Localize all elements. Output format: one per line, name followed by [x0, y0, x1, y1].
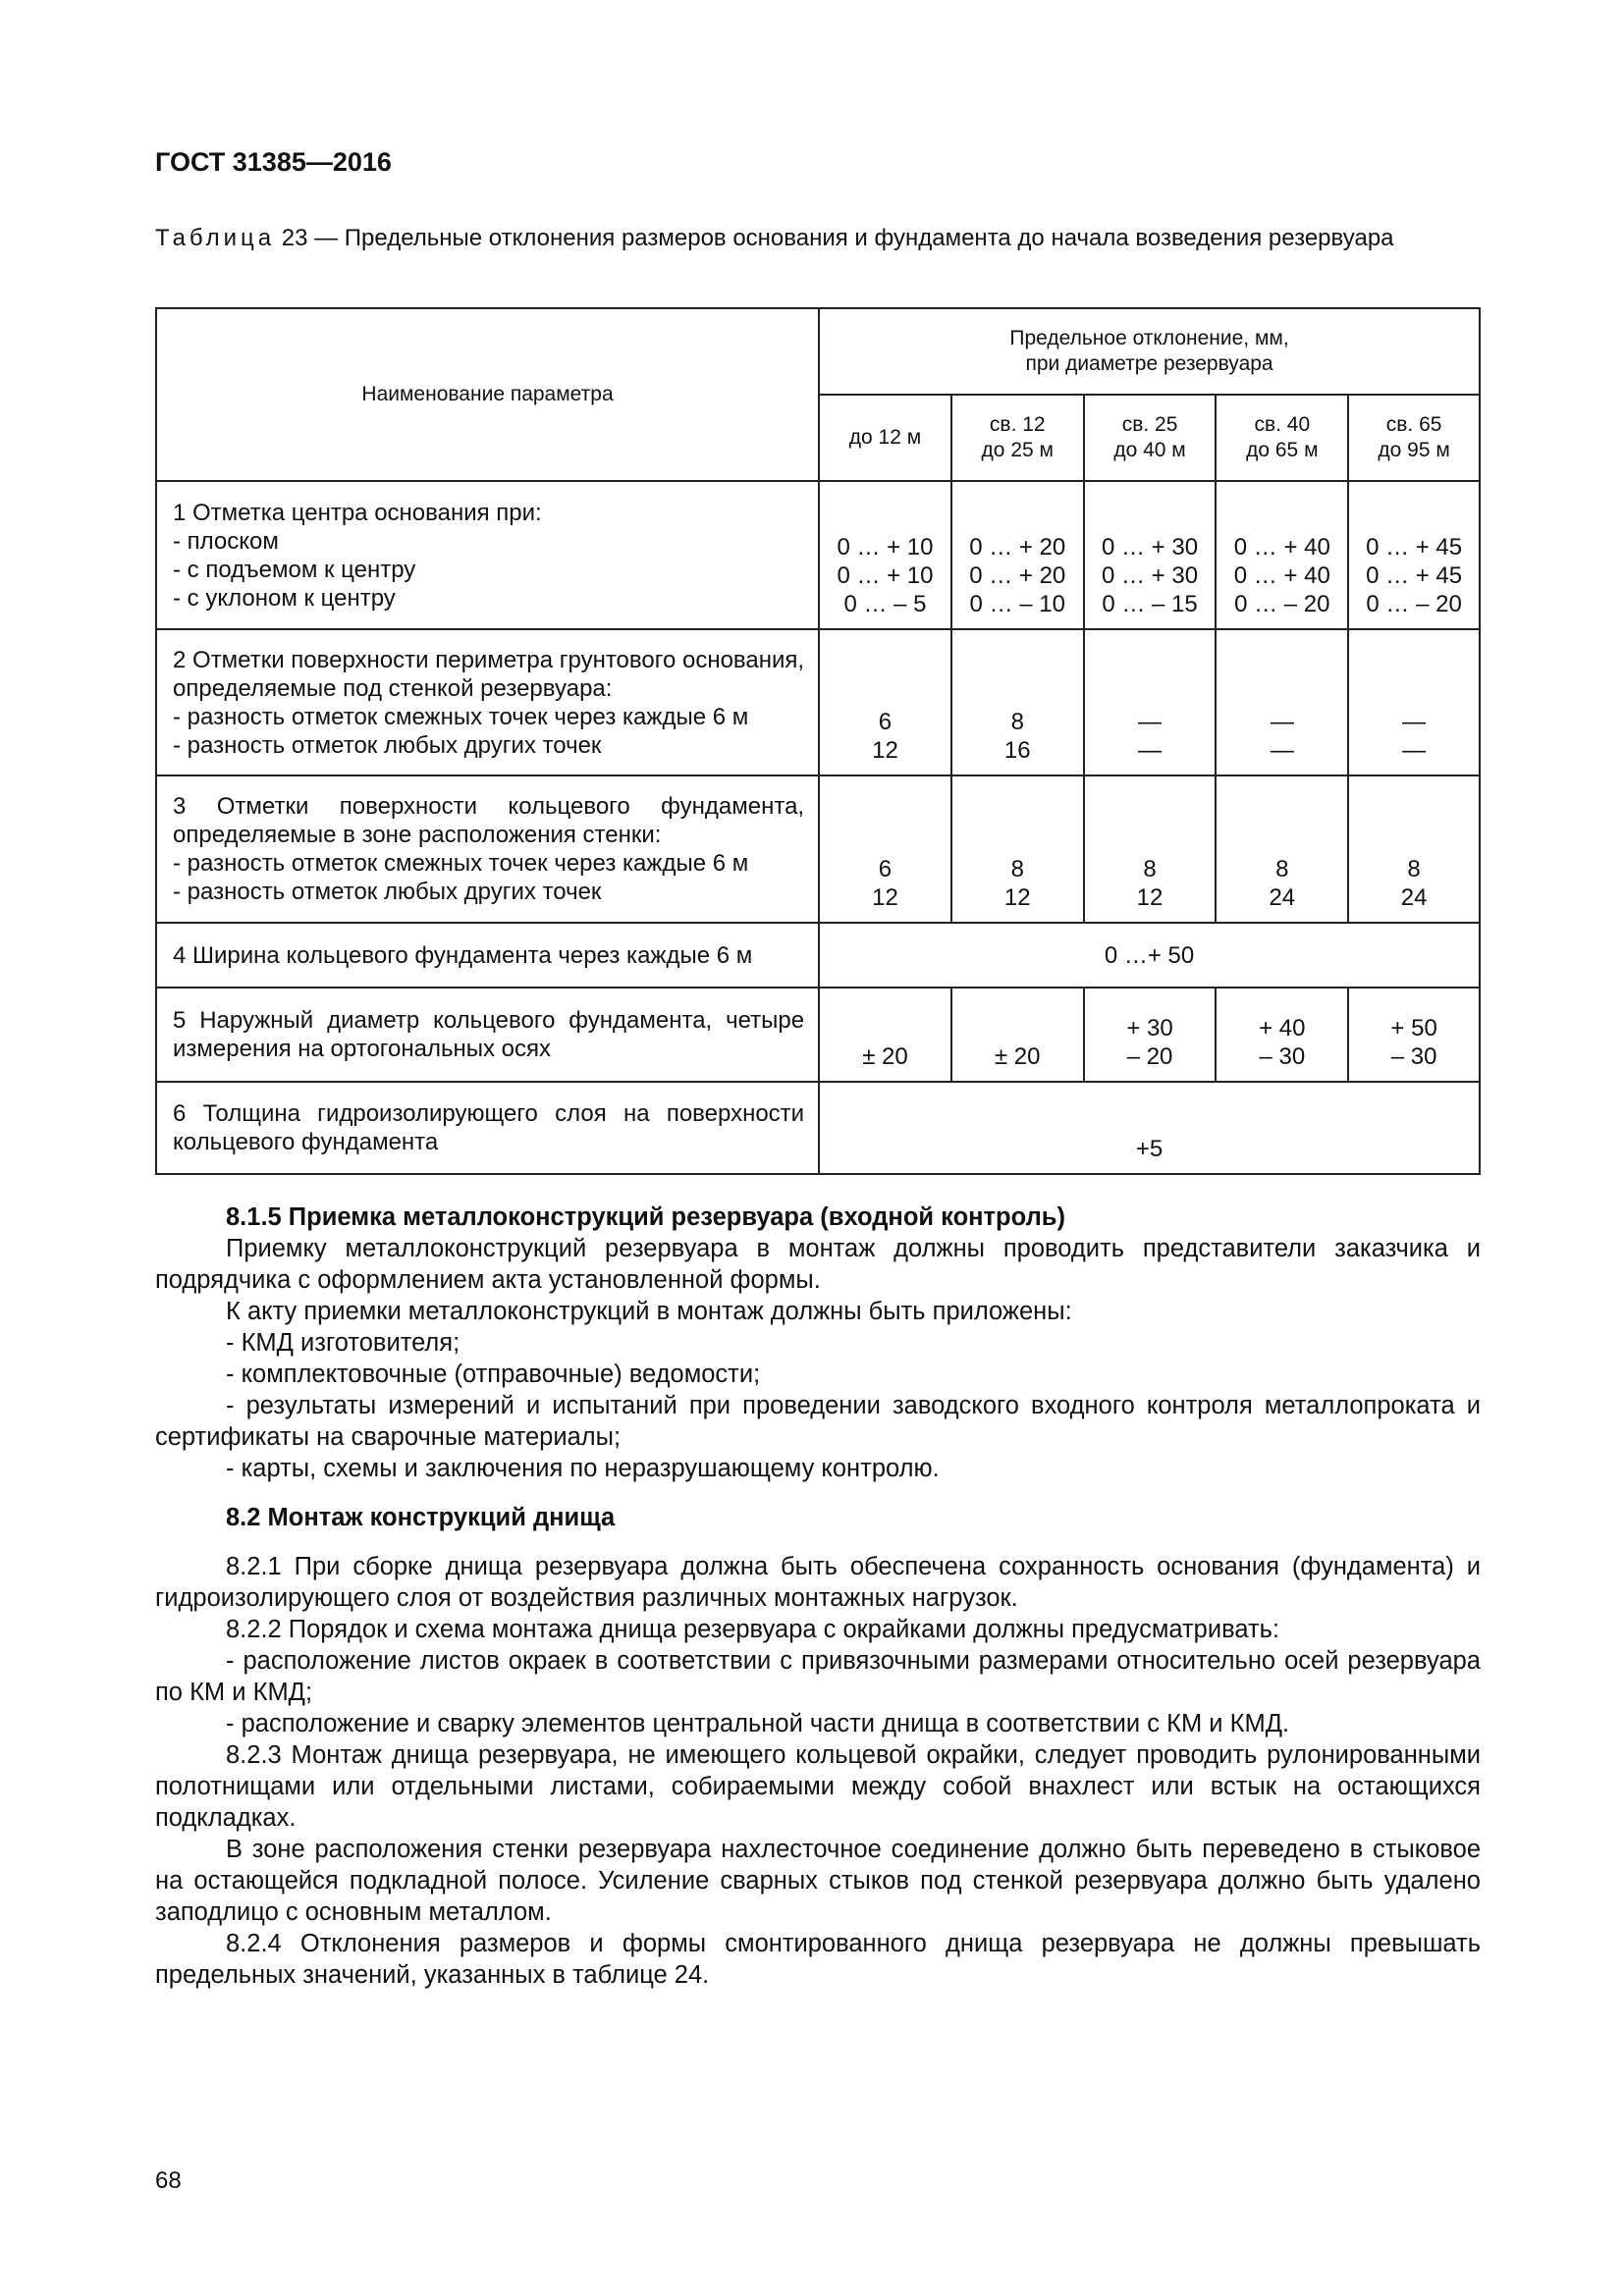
table-row — [156, 775, 1480, 923]
param-cell — [156, 988, 819, 1082]
value-cell — [1348, 988, 1480, 1082]
value: 12 — [872, 737, 898, 764]
value-cell — [819, 629, 951, 775]
table-row — [156, 629, 1480, 775]
value-cell — [1084, 629, 1217, 775]
value: 0 … + 10 — [837, 534, 934, 561]
value-cell — [1216, 481, 1348, 629]
value: 16 — [1003, 737, 1031, 764]
value-cell — [951, 629, 1084, 775]
table-caption — [155, 224, 1481, 252]
table-row — [156, 481, 1480, 629]
value-cell — [1084, 988, 1217, 1082]
param-lead: 2 Отметки поверхности периметра грунтового основания, определяемые под стенкой резервуара: — [173, 646, 805, 702]
value: 12 — [872, 884, 898, 911]
column-header-line: св. 25 — [1121, 413, 1178, 436]
value: — — [1138, 737, 1163, 764]
value: – 30 — [1390, 1043, 1437, 1070]
column-header-line: до 12 м — [848, 426, 922, 449]
column-header-line: до 65 м — [1246, 439, 1319, 461]
param-cell — [156, 923, 819, 988]
column-header-d2 — [951, 395, 1084, 481]
paragraph: К акту приемки металлоконструкций в монтаж должны быть приложены: — [226, 1298, 1072, 1325]
param-cell — [156, 481, 819, 629]
tolerance-table — [155, 307, 1481, 1175]
value-cell — [1216, 629, 1348, 775]
value-cell — [951, 481, 1084, 629]
value-cell — [819, 775, 951, 923]
section-8-2-title: 8.2 Монтаж конструкций днища — [226, 1504, 616, 1531]
column-header-d1 — [819, 395, 951, 481]
param-column-header: Наименование параметра — [156, 308, 819, 481]
param-cell — [156, 629, 819, 775]
list-item: - результаты измерений и испытаний при проведении заводского входного контроля металлопроката и сертификаты на сварочные материалы; — [155, 1392, 1481, 1451]
column-header-line: св. 65 — [1385, 413, 1442, 436]
value: 0 … + 45 — [1366, 562, 1463, 589]
list-item: - комплектовочные (отправочные) ведомости; — [226, 1361, 761, 1388]
column-header-line: до 40 м — [1113, 439, 1186, 461]
value-cell — [819, 988, 951, 1082]
value: 0 … + 10 — [837, 562, 934, 589]
param-lead: 4 Ширина кольцевого фундамента через каждые 6 м — [173, 941, 753, 969]
value-cell — [1216, 988, 1348, 1082]
column-header-line: до 95 м — [1378, 439, 1450, 461]
value: 0 … + 20 — [969, 534, 1066, 561]
param-line: - разность отметок смежных точек через каждые 6 м — [173, 850, 749, 877]
paragraph: 8.2.1 При сборке днища резервуара должна быть обеспечена сохранность основания (фундамента) и гидроизолирующего слоя от воздействия различных монтажных нагрузок. — [155, 1553, 1481, 1612]
value: 8 — [1010, 709, 1024, 735]
merged-value-cell — [819, 1082, 1480, 1174]
param-line: - разность отметок любых других точек — [173, 879, 602, 905]
value-cell — [951, 775, 1084, 923]
value: 0 … + 40 — [1233, 534, 1330, 561]
value: 12 — [1136, 884, 1164, 911]
param-line: - плоском — [173, 527, 279, 555]
column-header-d4 — [1216, 395, 1348, 481]
column-header-line: св. 12 — [989, 413, 1046, 436]
group-header-line2: при диаметре резервуара — [1025, 352, 1273, 375]
page-number: 68 — [155, 2167, 182, 2194]
value: – 20 — [1126, 1043, 1173, 1070]
value: 0 … – 10 — [969, 591, 1065, 617]
column-header-line: св. 40 — [1254, 413, 1311, 436]
list-item: - расположение листов окраек в соответствии с привязочными размерами относительно осей резервуара по КМ и КМД; — [155, 1647, 1481, 1706]
value: 8 — [1275, 856, 1289, 882]
value: — — [1138, 709, 1163, 735]
value: + 40 — [1259, 1015, 1306, 1041]
body-text — [155, 1201, 1481, 1991]
paragraph: 8.2.4 Отклонения размеров и формы смонтированного днища резервуара не должны превышать предельных значений, указанных в таблице 24. — [155, 1930, 1481, 1989]
paragraph: В зоне расположения стенки резервуара нахлесточное соединение должно быть переведено в стыковое на остающейся подкладной полосе. Усиление сварных стыков под стенкой резервуара должно быть удалено заподлицо с основным металлом. — [155, 1836, 1481, 1926]
param-line: 1 Отметка центра основания при: — [173, 499, 542, 526]
merged-value-cell — [819, 923, 1480, 988]
value: — — [1270, 709, 1294, 735]
value-cell — [951, 988, 1084, 1082]
param-lead: 3 Отметки поверхности кольцевого фундамента, определяемые в зоне расположения стенки: — [173, 793, 805, 848]
value: – 30 — [1259, 1043, 1306, 1070]
value: — — [1402, 709, 1427, 735]
value-cell — [1348, 629, 1480, 775]
value: 6 — [878, 709, 893, 735]
value: 0 … – 20 — [1234, 591, 1330, 617]
column-header-d3 — [1084, 395, 1217, 481]
value: 6 — [878, 856, 893, 882]
value-cell — [1348, 481, 1480, 629]
param-line: - с уклоном к центру — [173, 584, 396, 612]
group-header-line1: Предельное отклонение, мм, — [1009, 327, 1289, 349]
paragraph: 8.2.2 Порядок и схема монтажа днища резервуара с окрайками должны предусматривать: — [226, 1616, 1280, 1643]
value-cell — [1084, 481, 1217, 629]
value: + 50 — [1390, 1015, 1437, 1041]
table-caption-label: Таблица — [155, 225, 276, 251]
column-header-line: до 25 м — [981, 439, 1054, 461]
group-column-header — [819, 308, 1480, 395]
value: 0 … + 30 — [1102, 534, 1199, 561]
value: 8 — [1407, 856, 1421, 882]
value: +5 — [1135, 1136, 1164, 1162]
value: 0 … – 5 — [843, 591, 927, 617]
value: ± 20 — [994, 1043, 1041, 1070]
value-cell — [1216, 775, 1348, 923]
value-cell — [819, 481, 951, 629]
value-cell — [1084, 775, 1217, 923]
value: 12 — [1003, 884, 1031, 911]
column-header-d5 — [1348, 395, 1480, 481]
table-row — [156, 1082, 1480, 1174]
param-lead: 5 Наружный диаметр кольцевого фундамента, четыре измерения на ортогональных осях — [173, 1007, 805, 1062]
table-row — [156, 923, 1480, 988]
section-8-1-5-title: 8.1.5 Приемка металлоконструкций резервуара (входной контроль) — [226, 1203, 1065, 1231]
paragraph: Приемку металлоконструкций резервуара в монтаж должны проводить представители заказчика и подрядчика с оформлением акта установленной формы. — [155, 1235, 1481, 1294]
value: — — [1270, 737, 1294, 764]
param-cell — [156, 1082, 819, 1174]
value: 8 — [1010, 856, 1024, 882]
list-item: - карты, схемы и заключения по неразрушающему контролю. — [226, 1455, 940, 1482]
list-item: - КМД изготовителя; — [226, 1329, 460, 1357]
table-caption-text: 23 — Предельные отклонения размеров основания и фундамента до начала возведения резервуара — [275, 225, 1394, 251]
value: 0 … + 20 — [969, 562, 1066, 589]
param-lead: 6 Толщина гидроизолирующего слоя на поверхности кольцевого фундамента — [173, 1100, 805, 1155]
value: + 30 — [1126, 1015, 1173, 1041]
table-row — [156, 988, 1480, 1082]
value: — — [1402, 737, 1427, 764]
param-line: - разность отметок смежных точек через каждые 6 м — [173, 703, 749, 730]
param-cell — [156, 775, 819, 923]
document-header: ГОСТ 31385—2016 — [155, 147, 392, 177]
value: ± 20 — [862, 1043, 908, 1070]
value: 0 … + 30 — [1102, 562, 1199, 589]
value-cell — [1348, 775, 1480, 923]
value: 0 … – 15 — [1102, 591, 1198, 617]
value: 0 … – 20 — [1366, 591, 1462, 617]
param-line: - с подъемом к центру — [173, 556, 416, 583]
value: 8 — [1143, 856, 1157, 882]
value: 24 — [1269, 884, 1296, 911]
paragraph: 8.2.3 Монтаж днища резервуара, не имеющего кольцевой окрайки, следует проводить рулонированными полотнищами или отдельными листами, собираемыми между собой внахлест или встык на остающихся подкладках. — [155, 1741, 1481, 1832]
value: 0 … + 45 — [1366, 534, 1463, 561]
list-item: - расположение и сварку элементов центральной части днища в соответствии с КМ и КМД. — [226, 1710, 1290, 1737]
value: 0 … + 40 — [1233, 562, 1330, 589]
value: 0 …+ 50 — [1104, 941, 1195, 969]
param-line: - разность отметок любых других точек — [173, 731, 602, 759]
value: 24 — [1400, 884, 1428, 911]
